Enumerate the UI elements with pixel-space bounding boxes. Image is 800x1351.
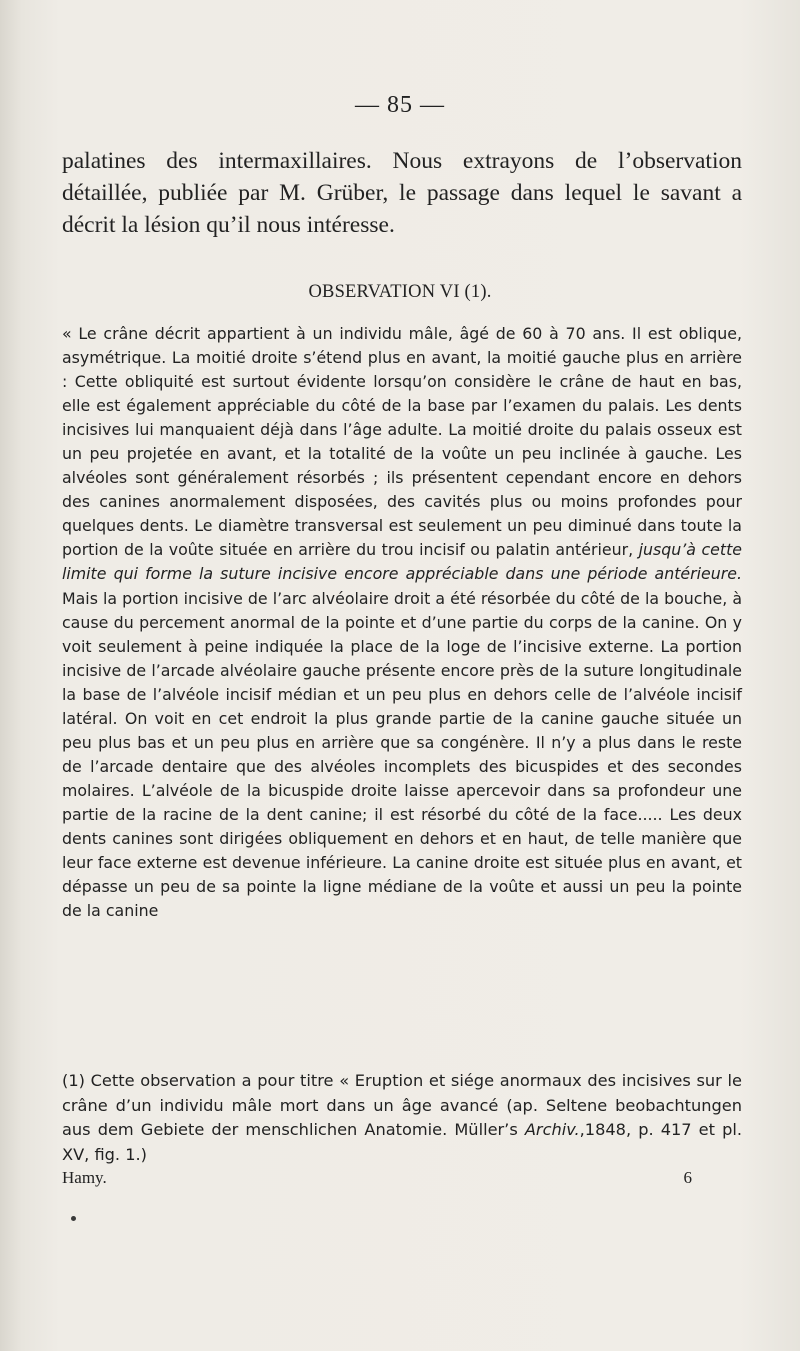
observation-text-part1: « Le crâne décrit appartient à un individu mâle, âgé de 60 à 70 ans. Il est oblique, asymétrique. La moitié droite s’étend plus en avant, la moitié gauche plus en arrière : Cette obliquité est surtout évidente lorsqu’on considère le crâne de haut en bas, elle est également appréciable du côté de la base par l’examen du palais. Les dents incisives lui manquaient déjà dans l’âge adulte. La moitié droite du palais osseux est un peu projetée en avant, et la totalité de la voûte un peu inclinée à gauche. Les alvéoles sont généralement résorbés ; ils présentent cependant encore en dehors des canines anormalement disposées, des cavités plus ou moins profondes pour quelques dents. Le diamètre transversal est seulement un peu diminué dans toute la portion de la voûte située en arrière du trou incisif ou palatin antérieur, [62,324,742,560]
observation-body [62,322,742,923]
footnote-part2: ,1848, p. 417 et pl. XV, fig. 1.) [62,1120,742,1164]
ink-speck [71,1216,76,1221]
page-number: — 85 — [355,92,445,118]
signature-author: Hamy. [62,1168,107,1187]
sheet-mark: 6 [683,1168,692,1187]
footnote [62,1069,742,1167]
intro-paragraph: palatines des intermaxillaires. Nous extrayons de l’observation détaillée, publiée par M. Grüber, le passage dans lequel le savant a décrit la lésion qu’il nous intéresse. [62,148,742,238]
observation-text-italic: jusqu’à cette limite qui forme la suture incisive encore appréciable dans une période antérieure. [62,540,742,584]
observation-text-part2: Mais la portion incisive de l’arc alvéolaire droit a été résorbée du côté de la bouche, à cause du percement anormal de la pointe et d’une partie du corps de la canine. On y voit seulement à peine indiquée la place de la loge de l’incisive externe. La portion incisive de l’arcade alvéolaire gauche présente encore près de la suture longitudinale la base de l’alvéole incisif médian et un peu plus en dehors celle de l’alvéole incisif latéral. On voit en cet endroit la plus grande partie de la canine gauche située un peu plus bas et un peu plus en arrière que sa congénère. Il n’y a plus dans le reste de l’arcade dentaire que des alvéoles incomplets des bicuspides et des secondes molaires. L’alvéole de la bicuspide droite laisse apercevoir dans sa profondeur une partie de la racine de la dent canine; il est résorbé du côté de la face..... Les deux dents canines sont dirigées obliquement en dehors et en haut, de telle manière que leur face externe est devenue inférieure. La canine droite est située plus en avant, et dépasse un peu de sa pointe la ligne médiane de la voûte et aussi un peu la pointe de la canine [62,588,742,921]
footnote-part1: (1) Cette observation a pour titre « Eruption et siége anormaux des incisives sur le crâne d’un individu mâle mort dans un âge avancé (ap. Seltene beobachtungen aus dem Gebiete der menschlichen Anatomie. Müller’s [62,1071,742,1139]
footnote-italic: Archiv. [524,1120,580,1139]
observation-heading: OBSERVATION VI (1). [308,282,492,302]
signature-line [62,1168,692,1188]
